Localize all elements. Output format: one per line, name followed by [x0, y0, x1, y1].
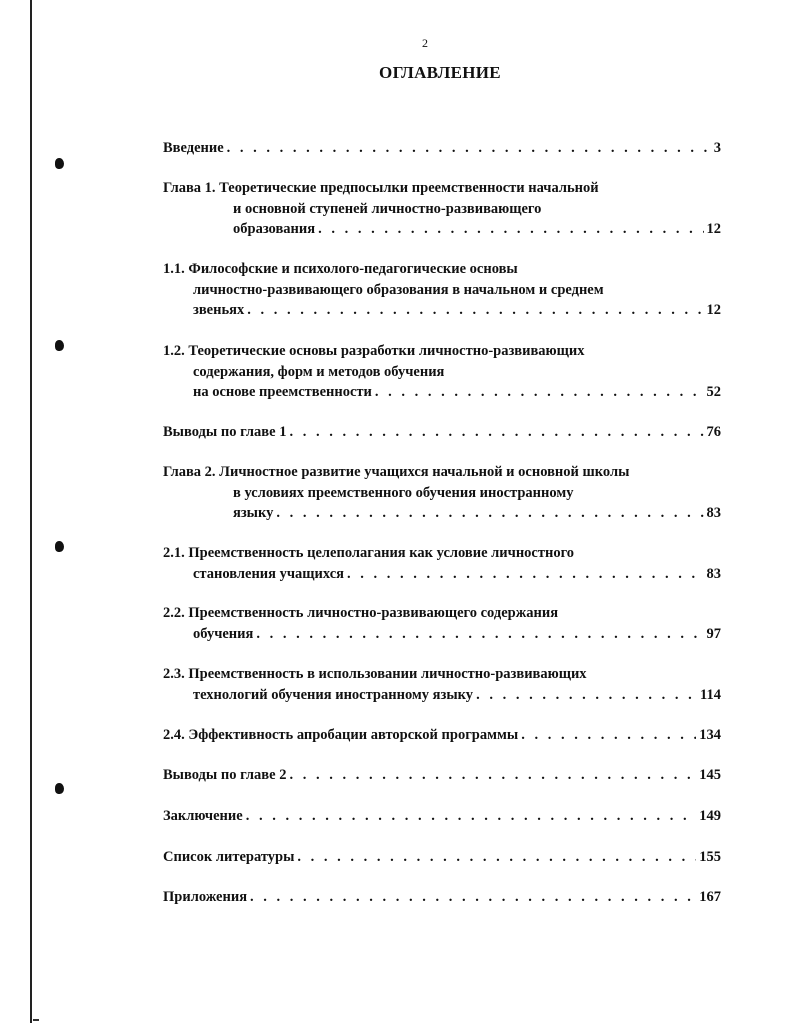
- toc-entry-section-2-2: [163, 603, 721, 644]
- toc-entry-title: Список литературы: [163, 849, 295, 865]
- toc-page-number: 155: [699, 849, 721, 865]
- toc-entry-appendices: [163, 887, 721, 908]
- toc-entry-conclusions-2: [163, 765, 721, 786]
- toc-entry-section-2-1: [163, 543, 721, 584]
- toc-leader-dots: [375, 382, 704, 403]
- toc-page-number: 145: [699, 767, 721, 783]
- toc-leader-dots: [476, 685, 697, 706]
- toc-leader-dots: [289, 422, 703, 443]
- toc-leader-dots: [347, 564, 703, 585]
- toc-entry-title-continued: становления учащихся: [193, 565, 345, 582]
- toc-leader-dots: [297, 847, 696, 868]
- toc-page-number: 114: [700, 686, 721, 703]
- toc-entry-chapter-2: [163, 462, 721, 524]
- toc-entry-title: 2.3. Преемственность в использовании личностно-развивающих: [163, 666, 587, 682]
- scan-edge-line: [30, 0, 32, 1023]
- toc-entry-conclusion: [163, 806, 721, 827]
- toc-page-number: 134: [699, 727, 721, 743]
- toc-entry-title-continued: технологий обучения иностранному языку: [193, 686, 474, 703]
- toc-page-number: 83: [706, 565, 721, 582]
- toc-entry-title: 2.4. Эффективность апробации авторской программы: [163, 727, 519, 743]
- toc-entry-title-continued: обучения: [193, 625, 254, 642]
- toc-entry-title: Глава 1. Теоретические предпосылки преемственности начальной: [163, 180, 599, 196]
- toc-entry-bibliography: [163, 847, 721, 868]
- binder-hole-mark: [55, 340, 64, 351]
- toc-leader-dots: [276, 503, 703, 524]
- toc-entry-title-continued: на основе преемственности: [193, 384, 372, 400]
- toc-entry-title: Введение: [163, 140, 224, 156]
- toc-entry-section-2-3: [163, 664, 721, 705]
- toc-page-number: 97: [706, 625, 721, 642]
- toc-leader-dots: [250, 887, 696, 908]
- toc-entry-title-continued: личностно-развивающего образования в начальном и среднем: [193, 281, 604, 298]
- toc-entry-title-continued: языку: [233, 505, 274, 521]
- toc-page-number: 76: [706, 424, 721, 440]
- toc-entry-title: Приложения: [163, 889, 248, 905]
- toc-leader-dots: [289, 765, 696, 786]
- binder-hole-mark: [55, 158, 64, 169]
- toc-entry-title-continued: содержания, форм и методов обучения: [193, 363, 445, 380]
- toc-entry-title: 1.1. Философские и психолого-педагогические основы: [163, 261, 518, 277]
- toc-entry-section-1-2: [163, 341, 721, 403]
- page-title: ОГЛАВЛЕНИЕ: [379, 63, 501, 82]
- toc-page-number: 12: [706, 221, 721, 237]
- toc-leader-dots: [247, 300, 703, 321]
- toc-page-number: 149: [699, 808, 721, 824]
- toc-leader-dots: [246, 806, 697, 827]
- scan-edge-mark: [33, 1019, 39, 1021]
- toc-entry-title-continued: звеньях: [193, 302, 245, 318]
- toc-entry-chapter-1: [163, 178, 721, 240]
- toc-page-number: 3: [713, 140, 721, 156]
- toc-leader-dots: [227, 138, 711, 159]
- toc-entry-title: 2.1. Преемственность целеполагания как условие личностного: [163, 545, 575, 561]
- toc-entry-title: Выводы по главе 2: [163, 767, 287, 783]
- toc-entry-title: 2.2. Преемственность личностно-развивающего содержания: [163, 605, 559, 621]
- toc-entry-title: Заключение: [163, 808, 243, 824]
- binder-hole-mark: [55, 783, 64, 794]
- toc-page-number: 12: [706, 302, 721, 318]
- toc-page-number: 167: [699, 889, 721, 905]
- toc-entry-title-continued: и основной ступеней личностно-развивающего: [233, 200, 542, 217]
- toc-entry-section-2-4: [163, 725, 721, 746]
- toc-entry-title-continued: в условиях преемственного обучения иностранному: [233, 484, 574, 501]
- toc-entry-section-1-1: [163, 259, 721, 321]
- toc-entry-title-continued: образования: [233, 221, 316, 237]
- toc-leader-dots: [318, 219, 703, 240]
- toc-entry-introduction: [163, 138, 721, 159]
- toc-page-number: 83: [706, 505, 721, 521]
- toc-entry-conclusions-1: [163, 422, 721, 443]
- toc-leader-dots: [256, 624, 703, 645]
- toc-leader-dots: [521, 725, 696, 746]
- toc-entry-title: Глава 2. Личностное развитие учащихся начальной и основной школы: [163, 464, 630, 480]
- toc-page-number: 52: [706, 384, 721, 400]
- toc-entry-title: 1.2. Теоретические основы разработки личностно-развивающих: [163, 343, 585, 359]
- toc-entry-title: Выводы по главе 1: [163, 424, 287, 440]
- page-number: 2: [422, 36, 428, 50]
- binder-hole-mark: [55, 541, 64, 552]
